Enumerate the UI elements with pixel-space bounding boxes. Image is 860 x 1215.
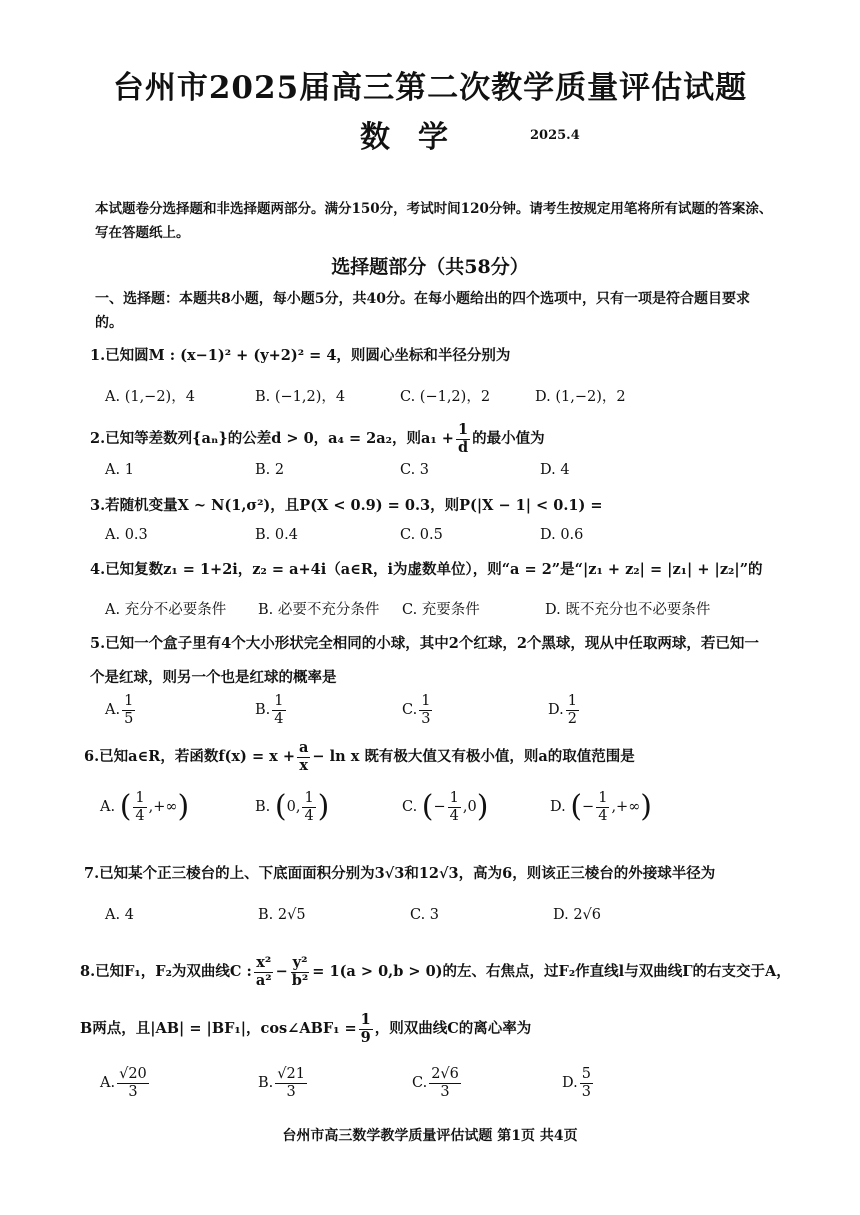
question-7-option-d: D. 2√6 (553, 907, 602, 923)
question-8-stem-line-2: B两点，且|AB| = |BF₁|，cos∠ABF₁ = $\frac{1}{9}$ ，则双曲线C的离心率为 (80, 1011, 532, 1046)
fraction: $\frac{\text{x²}}{\text{a²}}$ (255, 954, 272, 989)
question-8-option-d: D. $\frac{5}{3}$ (562, 1066, 591, 1100)
page-footer: 台州市高三数学教学质量评估试题 第1页 共4页 (282, 1128, 578, 1144)
exam-title: 台州市2025届高三第二次教学质量评估试题 (112, 70, 748, 106)
fraction: $\frac{1}{5}$ (124, 693, 134, 727)
question-6-option-d: D. (− $\frac{1}{4}$ ,+∞) (550, 789, 652, 825)
fraction: $\frac{√21}{3}$ (277, 1066, 305, 1100)
question-7-stem: 7.已知某个正三棱台的上、下底面面积分别为3√3和12√3，高为6，则该正三棱台的外接球半径为 (84, 865, 716, 882)
question-4-option-d: D. 既不充分也不必要条件 (545, 602, 711, 618)
question-8-option-c: C. $\frac{2√6}{3}$ (412, 1066, 459, 1100)
question-8-stem-line-1: 8.已知F₁，F₂为双曲线C : $\frac{\text{x²}}{\text{a²}}$ − $\frac{\text{y²}}{\text{b²}}$ = 1(a > 0,b > 0)的左、右焦点，过F₂作直线l与双曲线Γ的右支交于A， (80, 954, 791, 989)
fraction: $\frac{2√6}{3}$ (431, 1066, 459, 1100)
question-4-option-c: C. 充要条件 (402, 602, 480, 618)
fraction: $\frac{5}{3}$ (581, 1066, 591, 1100)
question-4-stem: 4.已知复数z₁ = 1+2i，z₂ = a+4i（a∈R，i为虚数单位），则“a = 2”是“|z₁ + z₂| = |z₁| + |z₂|”的 (90, 561, 763, 578)
question-8-option-b: B. $\frac{√21}{3}$ (258, 1066, 305, 1100)
question-8-option-a: A. $\frac{√20}{3}$ (100, 1066, 147, 1100)
fraction: $\frac{1}{3}$ (421, 693, 431, 727)
question-2-stem (90, 422, 545, 456)
question-6-option-b: B. (0, $\frac{1}{4}$ ) (255, 789, 330, 825)
fraction: $\frac{1}{2}$ (567, 693, 577, 727)
question-2-stem-text: 2.已知等差数列{aₙ}的公差d > 0，a₄ = 2a₂，则a₁ + (90, 430, 454, 448)
question-3-option-a: A. 0.3 (105, 527, 148, 543)
question-4-option-a: A. 充分不必要条件 (105, 602, 227, 618)
fraction: $\frac{√20}{3}$ (119, 1066, 147, 1100)
question-1-option-b: B. (−1,2)，4 (255, 389, 346, 405)
question-1-option-c: C. (−1,2)，2 (400, 389, 491, 405)
question-7-option-c: C. 3 (410, 907, 440, 923)
question-5-option-b: B. $\frac{1}{4}$ (255, 693, 284, 727)
fraction: $\frac{1}{4}$ (304, 790, 314, 824)
question-1-option-a: A. (1,−2)，4 (105, 389, 195, 405)
fraction: $\frac{1}{d}$ (457, 421, 469, 456)
question-7-option-b: B. 2√5 (258, 907, 306, 923)
question-3-option-c: C. 0.5 (400, 527, 443, 543)
fraction: $\frac{1}{4}$ (449, 790, 459, 824)
question-3-option-b: B. 0.4 (255, 527, 298, 543)
question-6-option-c: C. (− $\frac{1}{4}$ ,0) (402, 789, 489, 825)
fraction: $\frac{1}{9}$ (360, 1011, 371, 1046)
question-1-stem: 1.已知圆M : (x−1)² + (y+2)² = 4，则圆心坐标和半径分别为 (90, 347, 511, 364)
fraction: $\frac{1}{4}$ (598, 790, 608, 824)
fraction: $\frac{1}{4}$ (135, 790, 145, 824)
question-2-option-b: B. 2 (255, 462, 285, 478)
question-2-option-a: A. 1 (105, 462, 134, 478)
question-5-option-d: D. $\frac{1}{2}$ (548, 693, 577, 727)
question-3-stem: 3.若随机变量X ~ N(1,σ²)，且P(X < 0.9) = 0.3，则P(|X − 1| < 0.1) = (90, 497, 603, 514)
question-1-option-d: D. (1,−2)，2 (535, 389, 626, 405)
fraction: $\frac{1}{4}$ (274, 693, 284, 727)
question-7-option-a: A. 4 (105, 907, 134, 923)
question-6-option-a: A. ( $\frac{1}{4}$ ,+∞) (100, 789, 190, 825)
question-2-option-c: C. 3 (400, 462, 430, 478)
question-2-stem-tail: 的最小值为 (472, 430, 545, 448)
question-4-option-b: B. 必要不充分条件 (258, 602, 380, 618)
subject-title: 数学 (360, 120, 476, 155)
fraction: $\frac{a}{x}$ (299, 739, 309, 774)
question-5-option-a: A. $\frac{1}{5}$ (105, 693, 134, 727)
exam-instructions: 本试题卷分选择题和非选择题两部分。满分150分，考试时间120分钟。请考生按规定用笔将所有试题的答案涂、写在答题纸上。 (95, 201, 773, 241)
question-2-option-d: D. 4 (540, 462, 570, 478)
exam-date: 2025.4 (530, 128, 580, 143)
question-5-stem-line-2: 个是红球，则另一个也是红球的概率是 (90, 669, 337, 686)
question-6-stem: 6.已知a∈R，若函数f(x) = x + $\frac{a}{x}$ − ln x 既有极大值又有极小值，则a的取值范围是 (84, 739, 635, 774)
question-5-option-c: C. $\frac{1}{3}$ (402, 693, 431, 727)
section-title: 选择题部分（共58分） (331, 256, 529, 278)
fraction: $\frac{\text{y²}}{\text{b²}}$ (291, 954, 309, 989)
question-5-stem-line-1: 5.已知一个盒子里有4个大小形状完全相同的小球，其中2个红球，2个黑球，现从中任取两球，若已知一 (90, 635, 759, 652)
question-3-option-d: D. 0.6 (540, 527, 584, 543)
part-one-instructions: 一、选择题：本题共8小题，每小题5分，共40分。在每小题给出的四个选项中，只有一项是符合题目要求的。 (95, 291, 750, 331)
